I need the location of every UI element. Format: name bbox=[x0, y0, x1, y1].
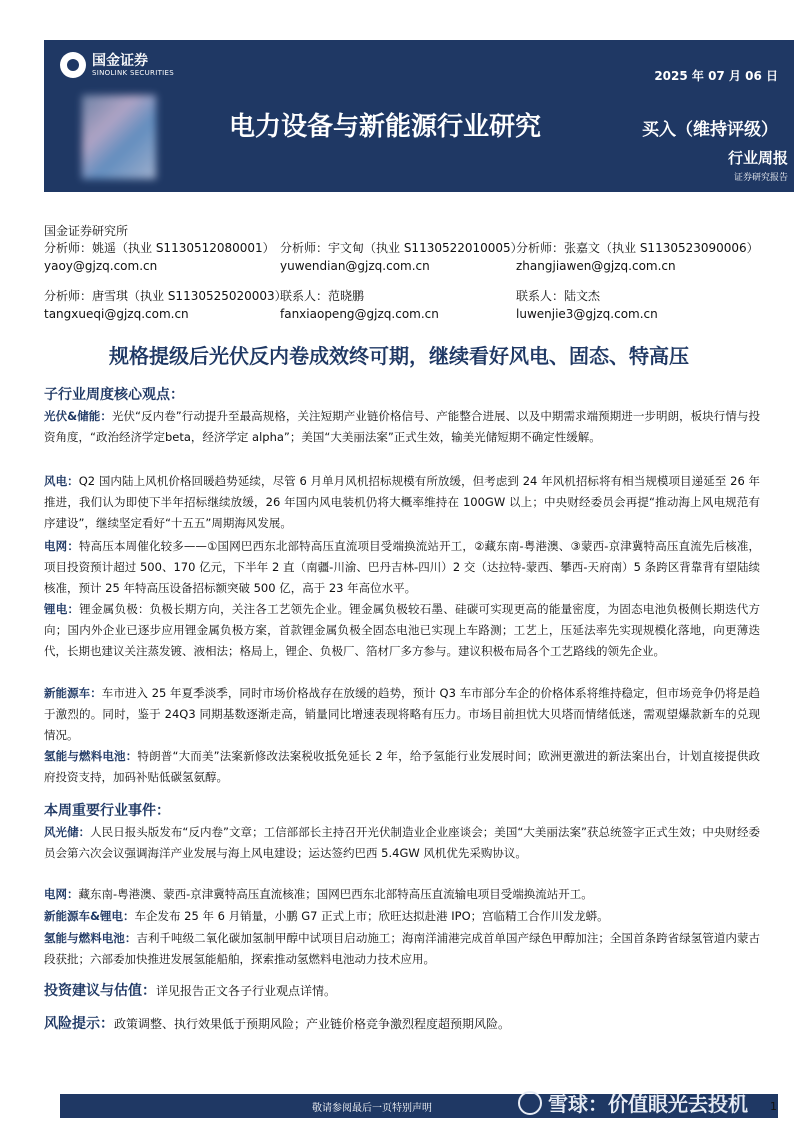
brand-name-en: SINOLINK SECURITIES bbox=[92, 68, 174, 77]
analyst-1 bbox=[44, 239, 275, 275]
core-view-text: 特高压本周催化较多——①国网巴西东北部特高压直流项目受端换流站开工，②藏东南-粤港澳、③蒙西-京津冀特高压直流先后核准，项目投资预计超过 500、170 亿元，下半年 2 直（南疆-川渝、巴丹吉林-四川）2 交（达拉特-蒙西、攀西-天府南）5 条跨区背靠背有望陆续核准，预计 25 年特高压设备招标额突破 500 亿，高于 23 年高位水平。 bbox=[44, 539, 760, 595]
investment-text: 详见报告正文各子行业观点详情。 bbox=[156, 984, 337, 998]
event-tag: 电网： bbox=[44, 887, 79, 901]
core-view-tag: 氢能与燃料电池： bbox=[44, 749, 138, 763]
risk-text: 政策调整、执行效果低于预期风险；产业链价格竞争激烈程度超预期风险。 bbox=[114, 1017, 511, 1031]
event-text: 车企发布 25 年 6 月销量，小鹏 G7 正式上市；欣旺达拟赴港 IPO；宫临精工合作川发龙蟒。 bbox=[134, 909, 609, 923]
event-tag: 氢能与燃料电池： bbox=[44, 931, 137, 945]
core-view-tag: 新能源车： bbox=[44, 686, 102, 700]
investment-advice bbox=[44, 980, 336, 1000]
analyst-email[interactable]: yuwendian@gjzq.com.cn bbox=[280, 259, 430, 273]
core-view-title: 子行业周度核心观点： bbox=[44, 387, 184, 403]
contact-2 bbox=[516, 287, 658, 323]
core-view-tag: 电网： bbox=[44, 539, 79, 553]
core-view-text: Q2 国内陆上风机价格回暖趋势延续，尽管 6 月单月风机招标规模有所放缓，但考虑到 24 年风机招标将有相当规模项目递延至 26 年推进，我们认为即使下半年招标继续放缓，26 年国内风电装机仍将大概率维持在 100GW 以上；中央财经委员会再提“推动海上风电规范有序建设”，继续坚定看好“十五五”周期海风发展。 bbox=[44, 474, 760, 530]
watermark-text: 雪球：价值眼光去投机 bbox=[548, 1092, 748, 1116]
risk-warning bbox=[44, 1013, 510, 1033]
analyst-4 bbox=[44, 287, 287, 323]
report-title: 电力设备与新能源行业研究 bbox=[229, 112, 542, 142]
event-tag: 新能源车&锂电： bbox=[44, 909, 135, 923]
core-view-text: 锂金属负极：负极长期方向，关注各工艺领先企业。锂金属负极较石墨、硅碳可实现更高的能量密度，为固态电池负极侧长期迭代方向；国内外企业已逐步应用锂金属负极方案，首款锂金属负极全固态电池已实现上车路测；工艺上，压延法率先实现规模化落地，向更薄迭代，长期也建议关注蒸发镀、液相法；格局上，锂企、负极厂、箔材厂多方参与。建议积极布局各个工艺路线的领先企业。 bbox=[44, 602, 761, 658]
analyst-label: 分析师：张嘉文（执业 S1130523090006） bbox=[516, 241, 759, 255]
analyst-3 bbox=[516, 239, 759, 275]
core-view-hydrogen bbox=[44, 746, 760, 788]
investment-title: 投资建议与估值： bbox=[44, 983, 156, 999]
report-date: 2025 年 07 月 06 日 bbox=[654, 69, 778, 83]
core-view-lithium bbox=[44, 599, 760, 662]
analyst-label: 分析师：姚遥（执业 S1130512080001） bbox=[44, 241, 275, 255]
core-view-tag: 风电： bbox=[44, 474, 79, 488]
contact-label: 联系人：范晓鹏 bbox=[280, 289, 365, 303]
analyst-label: 分析师：唐雪琪（执业 S1130525020003） bbox=[44, 289, 287, 303]
analyst-email[interactable]: yaoy@gjzq.com.cn bbox=[44, 259, 158, 273]
header-banner bbox=[44, 40, 794, 192]
core-view-text: 光伏“反内卷”行动提升至最高规格，关注短期产业链价格信号、产能整合进展、以及中期需求端预期进一步明朗，板块行情与投资角度，“政治经济学定beta，经济学定 alpha”；美国“大美丽法案”正式生效，输美光储短期不确定性缓解。 bbox=[44, 409, 760, 444]
event-text: 吉利千吨级二氧化碳加氢制甲醇中试项目启动施工；海南洋浦港完成首单国产绿色甲醇加注；全国首条跨省绿氢管道内蒙古段获批；六部委加快推进发展氢能船舶，探索推动氢燃料电池动力技术应用。 bbox=[44, 931, 761, 966]
research-institute: 国金证券研究所 bbox=[44, 224, 129, 238]
analyst-2 bbox=[280, 239, 523, 275]
event-nev-lithium bbox=[44, 906, 760, 927]
page-number: 1 bbox=[770, 1100, 777, 1113]
contact-email[interactable]: fanxiaopeng@gjzq.com.cn bbox=[280, 307, 439, 321]
core-view-nev bbox=[44, 683, 760, 746]
contact-email[interactable]: luwenjie3@gjzq.com.cn bbox=[516, 307, 658, 321]
core-view-grid bbox=[44, 536, 760, 599]
contact-label: 联系人：陆文杰 bbox=[516, 289, 601, 303]
risk-title: 风险提示： bbox=[44, 1016, 114, 1032]
contact-1 bbox=[280, 287, 439, 323]
core-view-tag: 光伏&储能： bbox=[44, 409, 112, 423]
analyst-email[interactable]: tangxueqi@gjzq.com.cn bbox=[44, 307, 189, 321]
headline: 规格提级后光伏反内卷成效终可期，继续看好风电、固态、特高压 bbox=[109, 344, 689, 368]
core-view-tag: 锂电： bbox=[44, 602, 80, 616]
analyst-email[interactable]: zhangjiawen@gjzq.com.cn bbox=[516, 259, 676, 273]
snowball-logo-icon bbox=[518, 1091, 542, 1115]
event-text: 人民日报头版发布“反内卷”文章；工信部部长主持召开光伏制造业企业座谈会；美国“大美丽法案”获总统签字正式生效；中央财经委员会第六次会议强调海洋产业发展与海上风电建设；运达签约巴西 5.4GW 风机优先采购协议。 bbox=[44, 825, 760, 860]
analyst-label: 分析师：宇文甸（执业 S1130522010005） bbox=[280, 241, 523, 255]
brand-name-cn: 国金证券 bbox=[92, 52, 148, 69]
rating: 买入（维持评级） bbox=[642, 120, 778, 140]
core-view-pv-storage bbox=[44, 406, 760, 448]
brand-logo-icon bbox=[60, 52, 86, 78]
footer-disclaimer: 敬请参阅最后一页特别声明 bbox=[312, 1103, 432, 1114]
event-wind-solar-storage bbox=[44, 822, 760, 864]
core-view-text: 车市进入 25 年夏季淡季，同时市场价格战存在放缓的趋势，预计 Q3 车市部分车企的价格体系将维持稳定，但市场竞争仍将是趋于激烈的。同时，鉴于 24Q3 同期基数逐渐走高，销量同比增速表现将略有压力。市场目前担忧大贝塔而情绪低迷，需观望爆款新车的兑现情况。 bbox=[44, 686, 760, 742]
watermark bbox=[518, 1088, 748, 1117]
event-grid bbox=[44, 884, 760, 905]
events-title: 本周重要行业事件： bbox=[44, 803, 170, 819]
core-view-wind bbox=[44, 471, 760, 534]
blurred-image bbox=[82, 95, 156, 179]
event-tag: 风光储： bbox=[44, 825, 91, 839]
report-subtype: 证券研究报告 bbox=[733, 173, 788, 183]
event-hydrogen bbox=[44, 928, 760, 970]
event-text: 藏东南-粤港澳、蒙西-京津冀特高压直流核准；国网巴西东北部特高压直流输电项目受端换流站开工。 bbox=[78, 887, 593, 901]
report-type: 行业周报 bbox=[727, 149, 788, 167]
brand-logo bbox=[60, 52, 174, 78]
core-view-text: 特朗普“大而美”法案新修改法案税收抵免延长 2 年，给予氢能行业发展时间；欧洲更激进的新法案出台，计划直接提供政府投资支持，加码补贴低碳氢氨醇。 bbox=[44, 749, 760, 784]
